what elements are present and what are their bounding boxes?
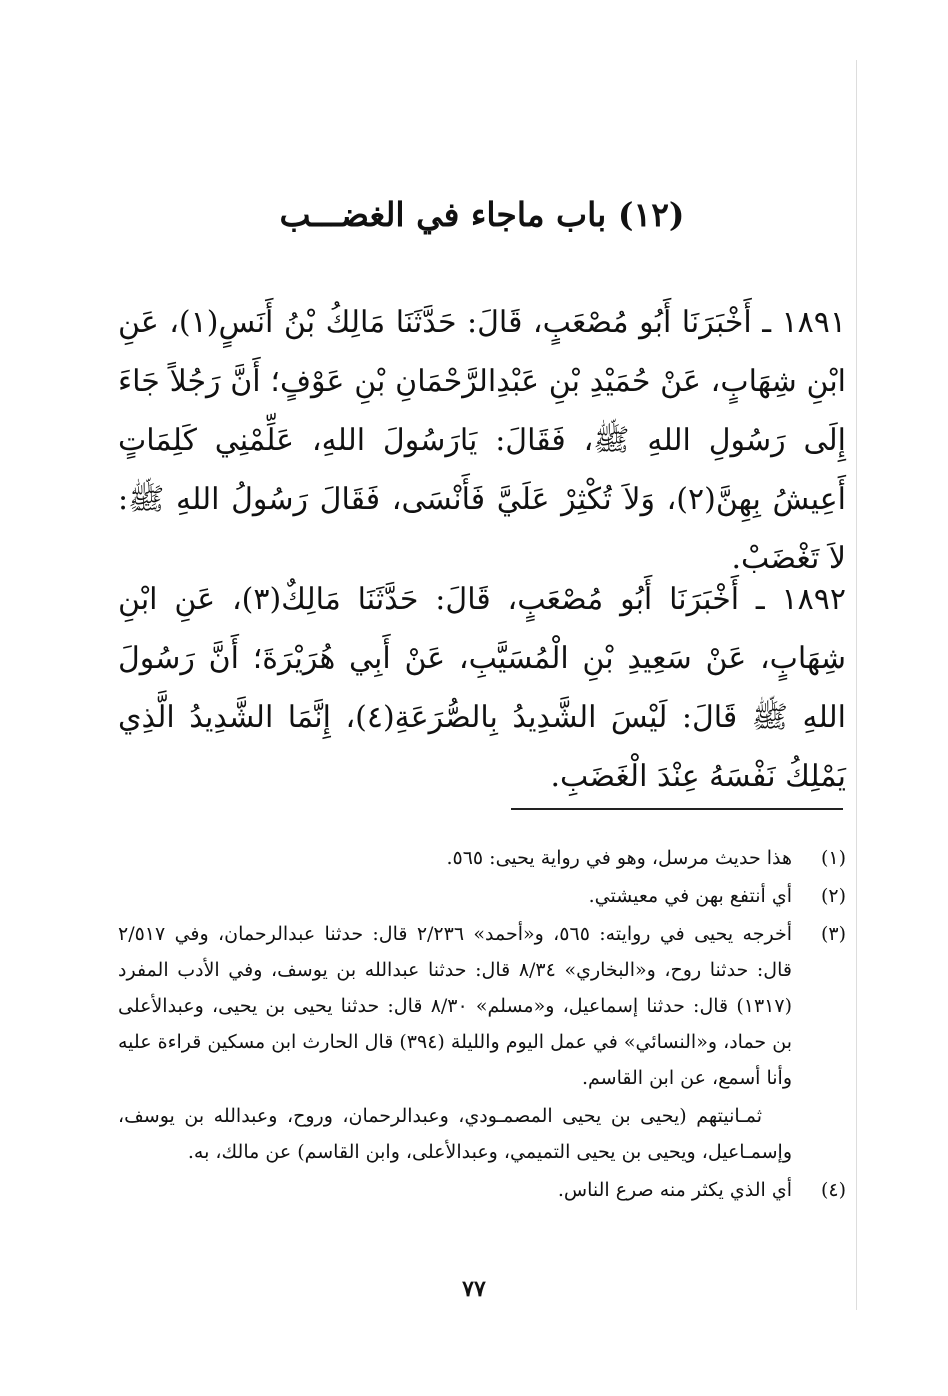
footnote-number: (١) — [820, 847, 846, 869]
margin-line — [856, 60, 857, 1310]
footnote-2 — [118, 878, 846, 914]
footnote-number: (٢) — [820, 885, 846, 907]
footnote-separator — [511, 808, 843, 810]
footnote-3-continuation: ثمـانيتهم (يحيى بن يحيى المصمـودي، وعبدالرحمان، وروح، وعبدالله بن يوسف، وإسمـاعيل، ويحيى بن يحيى التميمي، وعبدالأعلى، وابن القاسم) عن مالك، به. — [118, 1105, 792, 1163]
footnote-text: أخرجه يحيى في روايته: ٥٦٥، و«أحمد» ٢/٢٣٦ قال: حدثنا عبدالرحمان، وفي ٢/٥١٧ قال: حدثنا روح، و«البخاري» ٨/٣٤ قال: حدثنا عبدالله بن يوسف، وفي الأدب المفرد (١٣١٧) قال: حدثنا إسماعيل، و«مسلم» ٨/٣٠ قال: حدثنا يحيى بن يحيى، وعبدالأعلى بن حماد، و«النسائي» في عمل اليوم والليلة (٣٩٤) قال الحارث ابن مسكين قراءة عليه وأنا أسمع، عن ابن القاسم. — [118, 923, 792, 1089]
footnote-4 — [118, 1172, 846, 1208]
hadith-1891: ١٨٩١ ـ أَخْبَرَنَا أَبُو مُصْعَبٍ، قَالَ: حَدَّثَنَا مَالِكُ بْنُ أَنَسٍ(١)، عَنِ ابْنِ شِهَابٍ، عَنْ حُمَيْدِ بْنِ عَبْدِالرَّحْمَانِ بْنِ عَوْفٍ؛ أَنَّ رَجُلاً جَاءَ إِلَى رَسُولِ اللهِ ﷺ، فَقَالَ: يَارَسُولَ اللهِ، عَلِّمْنِي كَلِمَاتٍ أَعِيشُ بِهِنَّ(٢)، وَلاَ تُكْثِرْ عَلَيَّ فَأَنْسَى، فَقَالَ رَسُولُ اللهِ ﷺ: لاَ تَغْضَبْ. — [118, 305, 847, 576]
footnotes — [118, 840, 846, 1210]
page-number: ٧٧ — [462, 1276, 486, 1302]
footnote-1 — [118, 840, 846, 876]
footnote-number: (٤) — [820, 1179, 846, 1201]
footnote-3 — [118, 916, 846, 1096]
footnote-text: أي الذي يكثر منه صرع الناس. — [557, 1179, 792, 1201]
hadith-1892: ١٨٩٢ ـ أَخْبَرَنَا أَبُو مُصْعَبٍ، قَالَ: حَدَّثَنَا مَالِكٌ(٣)، عَنِ ابْنِ شِهَابٍ، عَنْ سَعِيدِ بْنِ الْمُسَيَّبِ، عَنْ أَبِي هُرَيْرَةَ؛ أَنَّ رَسُولَ اللهِ ﷺ قَالَ: لَيْسَ الشَّدِيدُ بِالصُّرَعَةِ(٤)، إِنَّمَا الشَّدِيدُ الَّذِي يَمْلِكُ نَفْسَهُ عِنْدَ الْغَضَبِ. — [118, 582, 846, 794]
chapter-title: (١٢) باب ماجاء في الغضـــب — [279, 195, 685, 234]
footnote-number: (٣) — [820, 923, 846, 945]
footnote-text: أي أنتفع بهن في معيشتي. — [588, 885, 792, 907]
footnote-text: هذا حديث مرسل، وهو في رواية يحيى: ٥٦٥. — [446, 847, 792, 869]
